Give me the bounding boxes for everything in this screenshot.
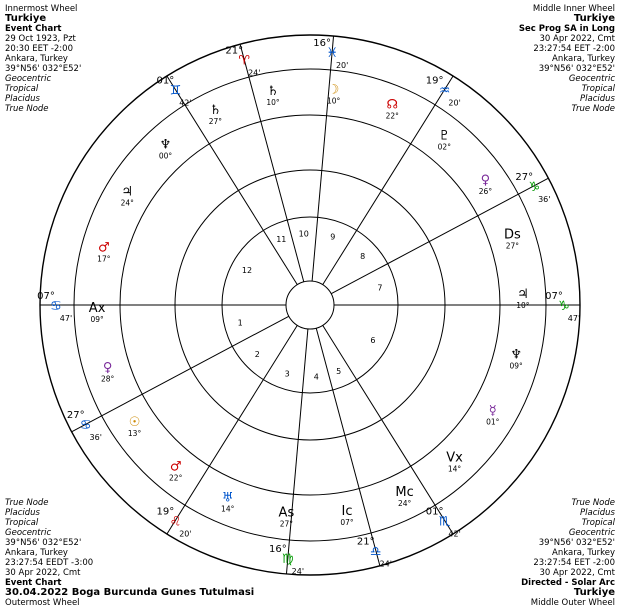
planet-degree: 27° [208, 117, 223, 127]
cusp-minute: 20' [448, 98, 461, 108]
planet-degree: 10° [266, 98, 280, 108]
setting: Placidus [5, 508, 40, 518]
chart-type: Event Chart [5, 24, 62, 34]
planet-glyph: ♄ [209, 103, 222, 119]
planet-degree: 24° [397, 498, 412, 508]
cusp-degree: 16° [268, 544, 287, 556]
planet-glyph: ♂ [97, 240, 110, 256]
house-number: 3 [284, 369, 290, 379]
chart-type: Sec Prog SA in Long [518, 24, 615, 34]
cusp-degree: 07° [37, 291, 55, 302]
chart-place: Ankara, Turkey [552, 548, 615, 558]
chart-place: Ankara, Turkey [5, 548, 68, 558]
chart-place: Ankara, Turkey [5, 54, 68, 64]
house-number: 9 [330, 232, 336, 242]
wheel-name: Outermost Wheel [5, 598, 80, 608]
chart-name: Turkiye [573, 13, 615, 24]
cusp-minute: 20' [179, 529, 192, 539]
planet-degree: 09° [509, 361, 523, 371]
house-number: 6 [370, 335, 376, 345]
setting: Geocentric [568, 74, 615, 84]
cusp-sign-glyph: ♑ [558, 299, 570, 314]
chart-date: 30 Apr 2022, Cmt [539, 34, 615, 44]
cusp-degree: 19° [425, 75, 444, 87]
planet-glyph: Ax [88, 300, 106, 316]
planet-glyph: Ic [341, 503, 353, 519]
house-number: 4 [313, 372, 319, 382]
chart-type: Event Chart [5, 578, 62, 588]
planet-degree: 17° [97, 254, 111, 264]
planet-glyph: ♃ [121, 184, 134, 200]
house-cusp-line [286, 329, 307, 577]
cusp-sign-glyph: ♌ [169, 514, 182, 530]
planet-degree: 09° [90, 314, 104, 324]
cusp-sign-glyph: ♑ [528, 179, 541, 195]
planet-glyph: ☽ [327, 82, 340, 98]
planet-degree: 10° [516, 301, 530, 311]
house-number: 10 [298, 229, 309, 239]
chart-coords: 39°N56' 032°E52' [538, 64, 615, 74]
setting: Placidus [5, 94, 40, 104]
planet-glyph: ♂ [169, 459, 182, 475]
chart-time: 23:27:54 EET -2:00 [533, 558, 615, 568]
house-number: 11 [276, 234, 287, 244]
chart-date: 30 Apr 2022, Cmt [5, 568, 81, 578]
chart-date: 30 Apr 2022, Cmt [539, 568, 615, 578]
house-cusp-line [313, 328, 380, 566]
cusp-minute: 24' [248, 68, 261, 78]
wheel-ring [286, 281, 334, 329]
chart-time: 23:27:54 EET -2:00 [533, 44, 615, 54]
planet-degree: 14° [447, 464, 462, 474]
setting: Geocentric [5, 74, 52, 84]
cusp-minute: 36' [538, 194, 551, 204]
chart-time: 23:27:54 EEDT -3:00 [5, 558, 94, 568]
planet-degree: 01° [486, 417, 500, 427]
setting: True Node [5, 104, 49, 114]
cusp-degree: 07° [545, 291, 563, 302]
cusp-degree: 01° [156, 75, 175, 87]
cusp-sign-glyph: ♍ [282, 552, 294, 568]
chart-time: 20:30 EET -2:00 [5, 44, 73, 54]
cusp-degree: 19° [156, 506, 175, 518]
cusp-sign-glyph: ♓ [326, 45, 338, 61]
house-number: 7 [377, 283, 383, 293]
planet-glyph: ♀ [480, 173, 491, 189]
setting: True Node [5, 498, 49, 508]
house-number: 8 [360, 251, 366, 261]
setting: Geocentric [568, 528, 615, 538]
planet-degree: 10° [326, 96, 341, 106]
cusp-sign-glyph: ♋ [50, 299, 62, 314]
planet-degree: 27° [505, 241, 520, 251]
cusp-sign-glyph: ♒ [438, 83, 451, 99]
chart-type: Directed - Solar Arc [521, 578, 615, 588]
cusp-minute: 36' [89, 433, 102, 443]
chart-coords: 39°N56' 032°E52' [5, 538, 82, 548]
cusp-sign-glyph: ♏ [438, 514, 451, 530]
planet-glyph: ♃ [517, 287, 529, 303]
planet-glyph: ♄ [267, 84, 279, 100]
cusp-minute: 20' [335, 60, 349, 70]
chart-name: Turkiye [5, 13, 47, 24]
cusp-sign-glyph: ♈ [238, 53, 251, 69]
cusp-minute: 24' [379, 559, 392, 569]
house-number: 5 [336, 367, 342, 377]
wheel-name: Middle Outer Wheel [530, 598, 615, 608]
cusp-degree: 21° [225, 45, 244, 57]
cusp-minute: 24' [291, 567, 305, 577]
setting: Placidus [580, 508, 615, 518]
wheel-name: Innermost Wheel [5, 4, 78, 14]
cusp-degree: 27° [515, 171, 534, 183]
cusp-minute: 47' [567, 314, 581, 323]
planet-glyph: ♆ [510, 347, 523, 363]
planet-degree: 24° [120, 198, 134, 208]
cusp-degree: 27° [66, 410, 85, 422]
house-cusp-lines [40, 36, 580, 577]
planet-glyph: Ds [503, 227, 521, 243]
cusp-minute: 42' [448, 529, 461, 539]
planet-glyph: ♀ [102, 360, 113, 376]
planet-degree: 22° [385, 111, 399, 121]
wheel-name: Middle Inner Wheel [532, 4, 615, 14]
planet-glyph: ♇ [438, 128, 451, 144]
chart-name: Turkiye [573, 587, 615, 598]
planet-degree: 02° [437, 142, 451, 152]
cusp-sign-glyph: ♊ [169, 83, 182, 99]
planet-glyph: ♆ [159, 137, 172, 153]
chart-date: 29 Oct 1923, Pzt [5, 34, 76, 44]
chart-coords: 39°N56' 032°E52' [538, 538, 615, 548]
planet-glyph: Vx [446, 450, 463, 466]
planet-glyph: ☉ [128, 414, 141, 430]
planet-glyph: ♅ [221, 490, 234, 506]
setting: Placidus [580, 94, 615, 104]
planet-degree: 14° [221, 504, 235, 514]
planet-degree: 13° [127, 428, 142, 438]
chart-place: Ankara, Turkey [552, 54, 615, 64]
setting: True Node [571, 104, 615, 114]
house-cusp-line [323, 325, 453, 534]
setting: Tropical [581, 518, 615, 528]
cusp-degree: 21° [356, 536, 375, 548]
planet-glyph: ☿ [488, 403, 497, 419]
house-number: 12 [241, 266, 253, 276]
planet-degree: 28° [100, 374, 115, 384]
planet-glyph: ☊ [386, 97, 399, 113]
setting: Tropical [5, 518, 39, 528]
planet-degree: 07° [340, 517, 354, 527]
planet-degree: 00° [158, 151, 173, 161]
cusp-minute: 42' [179, 98, 192, 108]
setting: True Node [571, 498, 615, 508]
setting: Geocentric [5, 528, 52, 538]
house-cusp-line [240, 44, 304, 282]
cusp-degree: 01° [425, 506, 444, 518]
chart-coords: 39°N56' 032°E52' [5, 64, 82, 74]
planet-degree: 27° [279, 519, 294, 529]
planet-degree: 22° [169, 473, 183, 483]
planet-degree: 26° [478, 187, 493, 197]
house-number: 1 [237, 318, 243, 328]
cusp-sign-glyph: ♋ [79, 418, 92, 434]
cusp-degree: 16° [313, 37, 332, 49]
cusp-sign-glyph: ♎ [369, 544, 382, 560]
cusp-minute: 47' [59, 314, 73, 323]
setting: Tropical [581, 84, 615, 94]
chart-name: 30.04.2022 Boga Burcunda Gunes Tutulmasi [5, 587, 255, 598]
planet-glyph: As [278, 505, 295, 521]
setting: Tropical [5, 84, 39, 94]
house-number: 2 [254, 350, 260, 360]
planet-glyph: Mc [395, 484, 414, 500]
